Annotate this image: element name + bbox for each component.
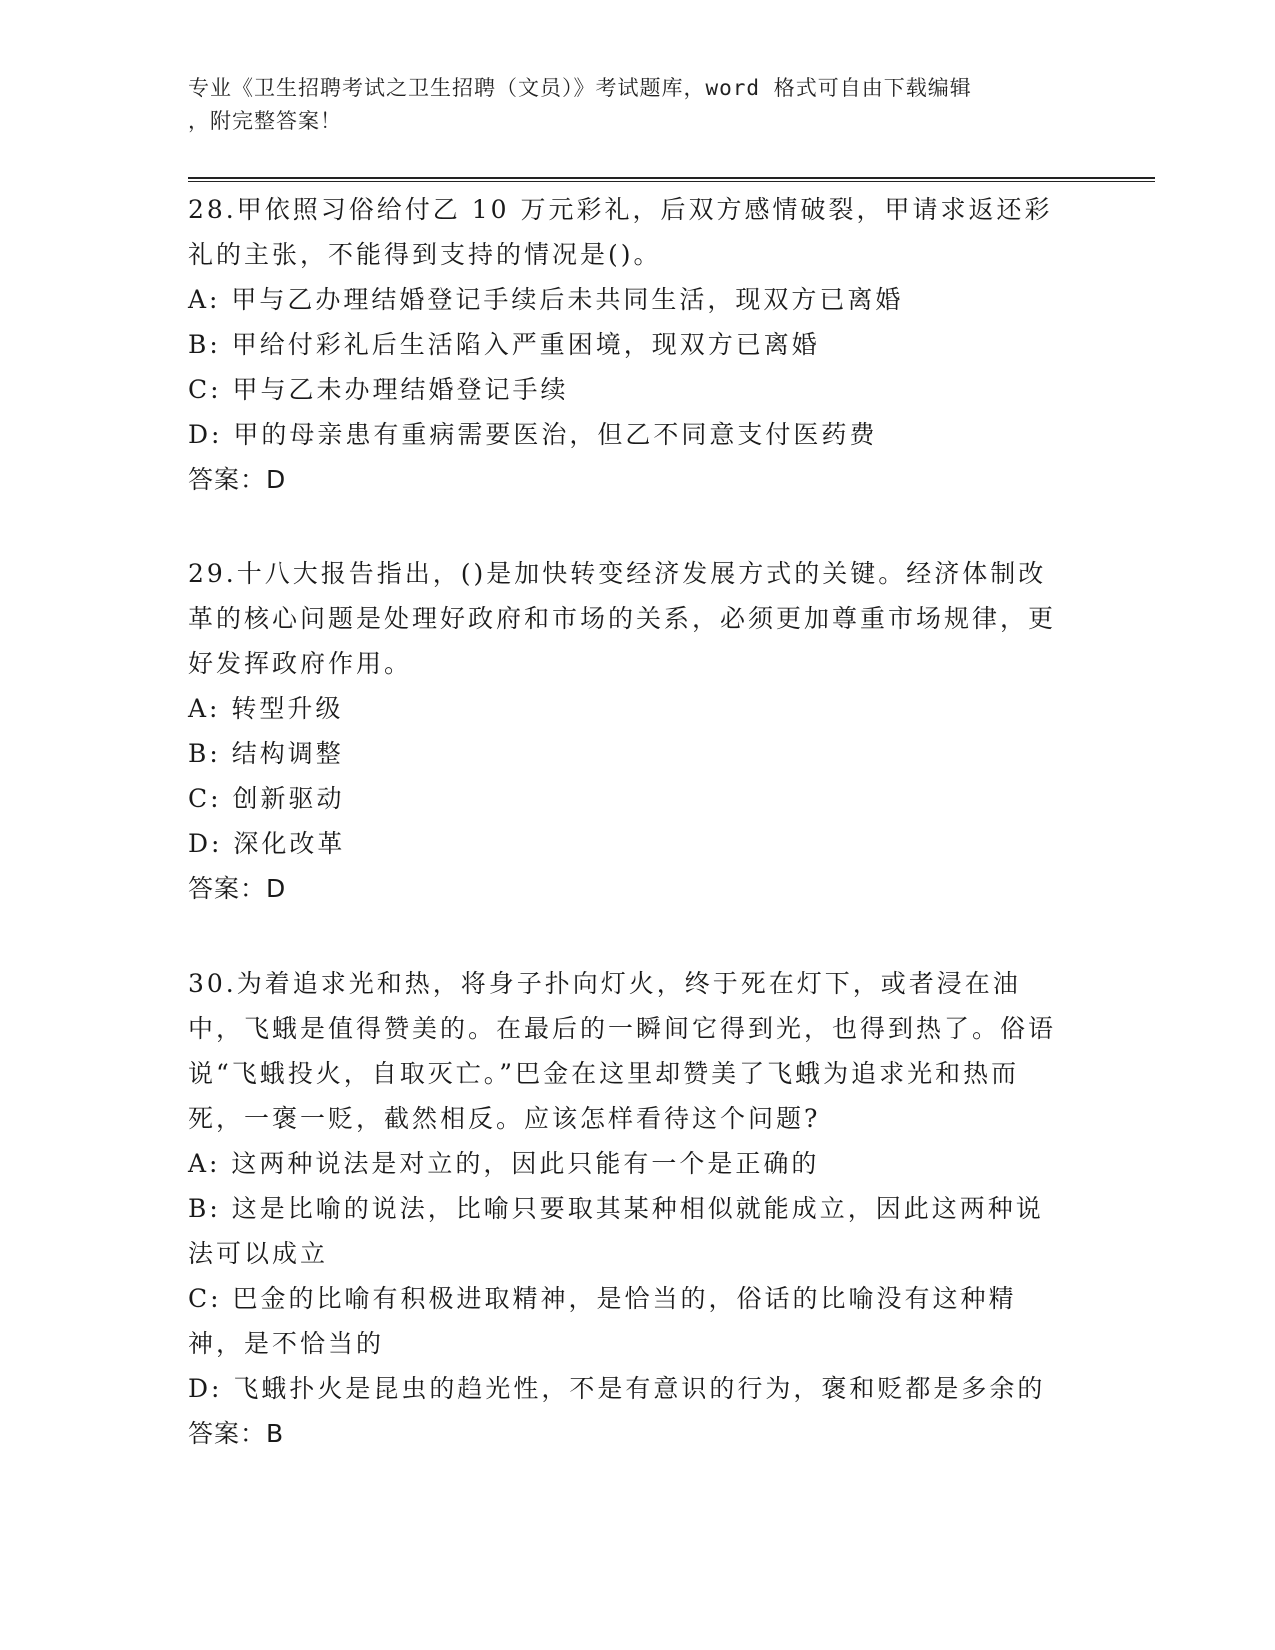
header-text-line-2: ，附完整答案！ [188, 109, 342, 133]
question-stem: 30.为着追求光和热，将身子扑向灯火，终于死在灯下，或者浸在油中，飞蛾是值得赞美的。在最后的一瞬间它得到光，也得到热了。俗语说“飞蛾投火，自取灭亡。”巴金在这里却赞美了飞蛾为追求光和热而死，一褒一贬，截然相反。应该怎样看待这个问题? [188, 969, 1057, 1133]
header-text-line-1: 专业《卫生招聘考试之卫生招聘（文员）》考试题库，word 格式可自由下载编辑 [188, 76, 972, 100]
option-b: B: 甲给付彩礼后生活陷入严重困境，现双方已离婚 [188, 330, 820, 359]
answer: 答案：D [188, 465, 287, 494]
option-a: A: 转型升级 [188, 694, 344, 723]
question-30 [188, 961, 1068, 1456]
option-b: B: 这是比喻的说法，比喻只要取其某种相似就能成立，因此这两种说法可以成立 [188, 1194, 1044, 1268]
option-a: A: 甲与乙办理结婚登记手续后未共同生活，现双方已离婚 [188, 285, 904, 314]
answer: 答案：B [188, 1419, 285, 1448]
question-stem: 29.十八大报告指出，()是加快转变经济发展方式的关键。经济体制改革的核心问题是处理好政府和市场的关系，必须更加尊重市场规律，更好发挥政府作用。 [188, 559, 1057, 678]
option-d: D: 飞蛾扑火是昆虫的趋光性，不是有意识的行为，褒和贬都是多余的 [188, 1374, 1046, 1403]
question-29 [188, 551, 1068, 911]
option-b: B: 结构调整 [188, 739, 344, 768]
option-c: C: 甲与乙未办理结婚登记手续 [188, 375, 569, 404]
question-28 [188, 187, 1068, 502]
question-stem: 28.甲依照习俗给付乙 10 万元彩礼，后双方感情破裂，甲请求返还彩礼的主张，不能得到支持的情况是()。 [188, 195, 1053, 269]
answer: 答案：D [188, 874, 287, 903]
header-divider [188, 177, 1155, 182]
page-header [188, 72, 1068, 138]
option-a: A: 这两种说法是对立的，因此只能有一个是正确的 [188, 1149, 820, 1178]
option-c: C: 创新驱动 [188, 784, 345, 813]
option-d: D: 甲的母亲患有重病需要医治，但乙不同意支付医药费 [188, 420, 878, 449]
option-c: C: 巴金的比喻有积极进取精神，是恰当的，俗话的比喻没有这种精神，是不恰当的 [188, 1284, 1017, 1358]
option-d: D: 深化改革 [188, 829, 346, 858]
